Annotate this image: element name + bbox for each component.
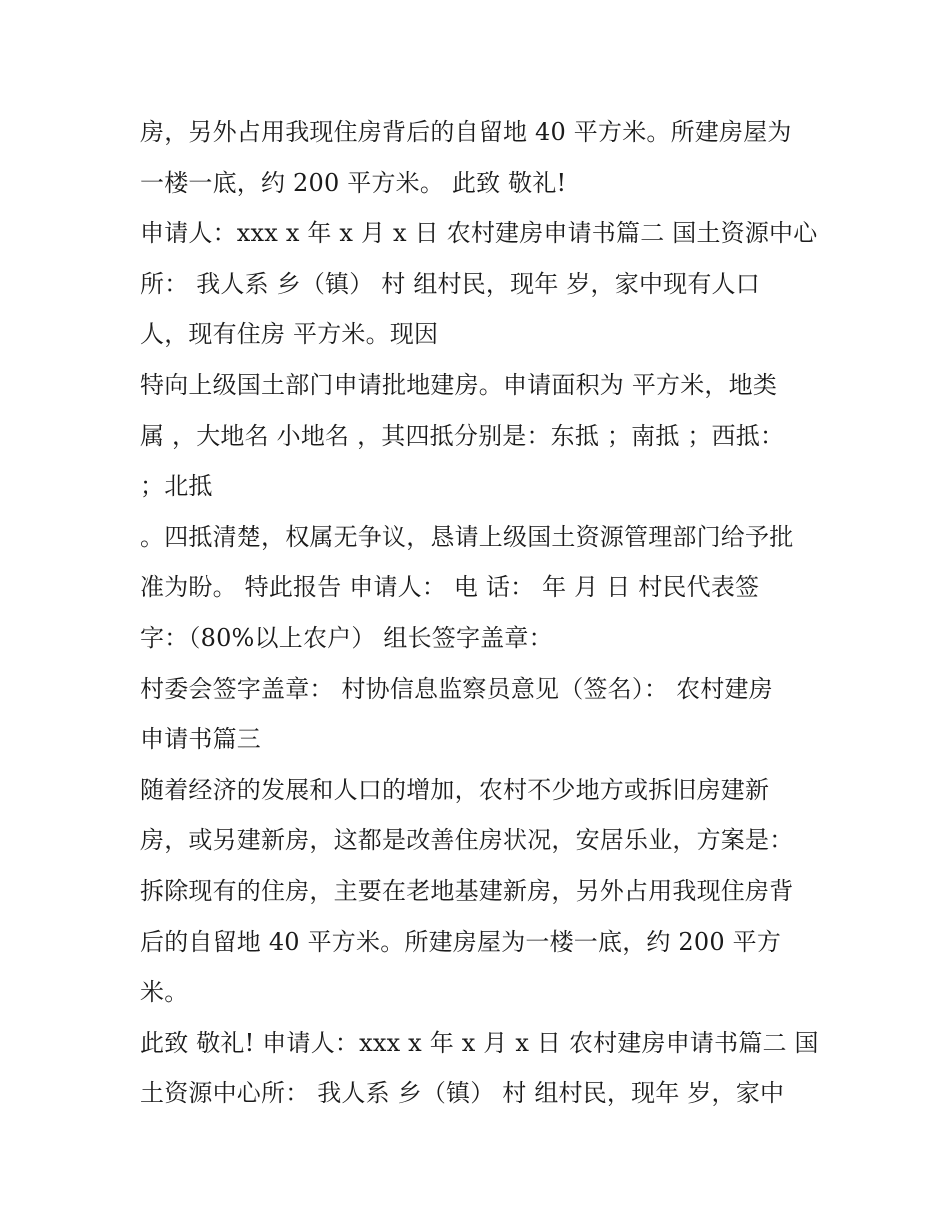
text-line: 村委会签字盖章： 村协信息监察员意见（签名）： 农村建房 xyxy=(140,674,773,703)
text-line: 。四抵清楚，权属无争议，恳请上级国土资源管理部门给予批 xyxy=(140,522,794,551)
text-line: 所： 我人系 乡（镇） 村 组村民，现年 岁，家中现有人口 xyxy=(140,269,760,298)
text-line: 准为盼。 特此报告 申请人： 电 话： 年 月 日 村民代表签 xyxy=(140,573,760,602)
text-line: 一楼一底，约 200 平方米。 此致 敬礼! xyxy=(140,168,567,197)
text-line: 随着经济的发展和人口的增加，农村不少地方或拆旧房建新 xyxy=(140,775,770,804)
text-line: 土资源中心所： 我人系 乡（镇） 村 组村民，现年 岁，家中 xyxy=(140,1079,785,1108)
text-line: 属 ，大地名 小地名 ，其四抵分别是：东抵 ；南抵 ；西抵： xyxy=(140,421,785,450)
text-line: 房，或另建新房，这都是改善住房状况，安居乐业，方案是： xyxy=(140,826,794,855)
document-body xyxy=(140,107,830,1119)
text-line: 米。 xyxy=(140,978,189,1007)
text-line: ；北抵 xyxy=(140,472,213,501)
text-line: 申请人：xxx x 年 x 月 x 日 农村建房申请书篇二 国土资源中心 xyxy=(140,219,818,248)
text-line: 字：（80%以上农户） 组长签字盖章： xyxy=(140,623,553,652)
text-line: 拆除现有的住房，主要在老地基建新房，另外占用我现住房背 xyxy=(140,876,794,905)
text-line: 后的自留地 40 平方米。所建房屋为一楼一底，约 200 平方 xyxy=(140,927,782,956)
text-line: 特向上级国土部门申请批地建房。申请面积为 平方米，地类 xyxy=(140,370,778,399)
text-line: 此致 敬礼! 申请人：xxx x 年 x 月 x 日 农村建房申请书篇二 国 xyxy=(140,1028,819,1057)
text-line: 房，另外占用我现住房背后的自留地 40 平方米。所建房屋为 xyxy=(140,118,792,146)
text-line: 申请书篇三 xyxy=(140,725,261,754)
text-line: 人，现有住房 平方米。现因 xyxy=(140,320,439,349)
